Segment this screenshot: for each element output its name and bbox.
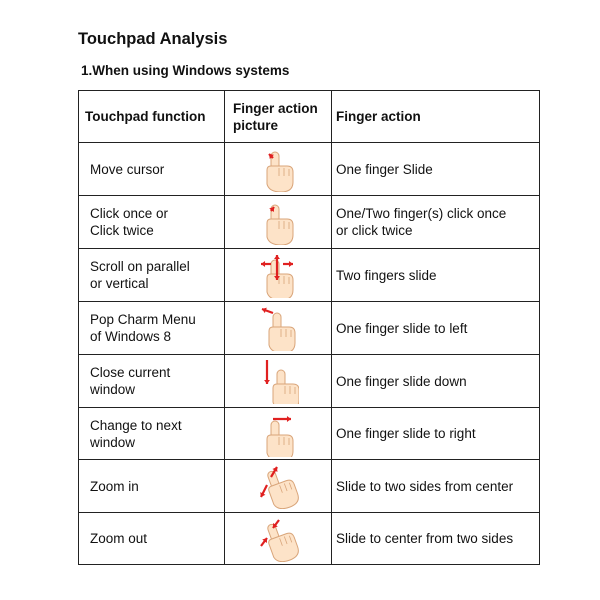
finger-click-icon bbox=[225, 199, 331, 245]
table-row bbox=[79, 302, 540, 355]
touchpad-function-text: Move cursor bbox=[90, 161, 165, 177]
finger-slide-right-icon bbox=[225, 411, 331, 457]
finger-action-text: One finger slide to right bbox=[336, 426, 476, 441]
touchpad-function-text: Zoom in bbox=[90, 478, 139, 494]
header-finger-action: Finger action bbox=[332, 91, 540, 143]
doc-title: Touchpad Analysis bbox=[78, 30, 228, 48]
touchpad-function-text: window bbox=[90, 382, 136, 397]
table-row bbox=[79, 408, 540, 460]
finger-action-cell bbox=[332, 355, 540, 408]
finger-action-text: or click twice bbox=[336, 223, 413, 238]
finger-action-text: One/Two finger(s) click once bbox=[336, 206, 507, 221]
pinch-zoom-in-icon bbox=[225, 463, 331, 509]
finger-action-cell bbox=[332, 460, 540, 513]
table-row bbox=[79, 249, 540, 302]
finger-action-picture-cell bbox=[225, 302, 332, 355]
touchpad-function-cell bbox=[79, 408, 225, 460]
touchpad-function-text: Close current bbox=[90, 365, 171, 380]
touchpad-function-text: window bbox=[90, 434, 136, 450]
touchpad-function-cell bbox=[79, 249, 225, 302]
finger-action-text: One finger slide to left bbox=[336, 320, 468, 336]
pinch-zoom-out-icon bbox=[225, 516, 331, 562]
finger-slide-left-icon bbox=[225, 305, 331, 351]
finger-action-picture-cell bbox=[225, 460, 332, 513]
touchpad-function-cell bbox=[79, 196, 225, 249]
two-finger-scroll-icon bbox=[225, 252, 331, 298]
finger-action-text: Slide to two sides from center bbox=[336, 478, 514, 494]
touchpad-function-cell bbox=[79, 513, 225, 565]
touchpad-function-text: or vertical bbox=[90, 276, 149, 291]
finger-action-picture-cell bbox=[225, 355, 332, 408]
header-touchpad-function: Touchpad function bbox=[79, 91, 225, 143]
table-row bbox=[79, 143, 540, 196]
table-row bbox=[79, 460, 540, 513]
finger-action-text: One finger Slide bbox=[336, 161, 433, 177]
touchpad-function-text: Zoom out bbox=[90, 531, 148, 546]
finger-action-picture-cell bbox=[225, 513, 332, 565]
finger-action-text: One finger slide down bbox=[336, 373, 467, 389]
touchpad-function-cell bbox=[79, 302, 225, 355]
table-row bbox=[79, 355, 540, 408]
header-finger-action-picture: Finger action picture bbox=[225, 91, 332, 143]
finger-action-cell bbox=[332, 513, 540, 565]
touchpad-function-text: Change to next bbox=[90, 417, 182, 433]
touchpad-table bbox=[78, 90, 540, 565]
touchpad-function-text: of Windows 8 bbox=[90, 329, 172, 344]
finger-action-cell bbox=[332, 249, 540, 302]
table-row bbox=[79, 513, 540, 565]
touchpad-function-cell bbox=[79, 143, 225, 196]
finger-action-picture-cell bbox=[225, 249, 332, 302]
finger-action-cell bbox=[332, 408, 540, 460]
one-finger-slide-icon bbox=[225, 146, 331, 192]
finger-action-cell bbox=[332, 196, 540, 249]
finger-action-text: Slide to center from two sides bbox=[336, 531, 514, 546]
finger-action-cell bbox=[332, 143, 540, 196]
touchpad-function-text: Pop Charm Menu bbox=[90, 312, 196, 327]
touchpad-function-text: Click twice bbox=[90, 223, 154, 238]
table-header-row bbox=[79, 91, 540, 143]
table-row bbox=[79, 196, 540, 249]
touchpad-function-cell bbox=[79, 460, 225, 513]
finger-action-text: Two fingers slide bbox=[336, 267, 437, 283]
finger-action-picture-cell bbox=[225, 408, 332, 460]
touchpad-function-text: Scroll on parallel bbox=[90, 259, 190, 274]
finger-slide-down-icon bbox=[225, 358, 331, 404]
doc-subtitle: 1.When using Windows systems bbox=[81, 63, 290, 78]
touchpad-function-cell bbox=[79, 355, 225, 408]
finger-action-cell bbox=[332, 302, 540, 355]
finger-action-picture-cell bbox=[225, 143, 332, 196]
touchpad-function-text: Click once or bbox=[90, 206, 169, 221]
finger-action-picture-cell bbox=[225, 196, 332, 249]
